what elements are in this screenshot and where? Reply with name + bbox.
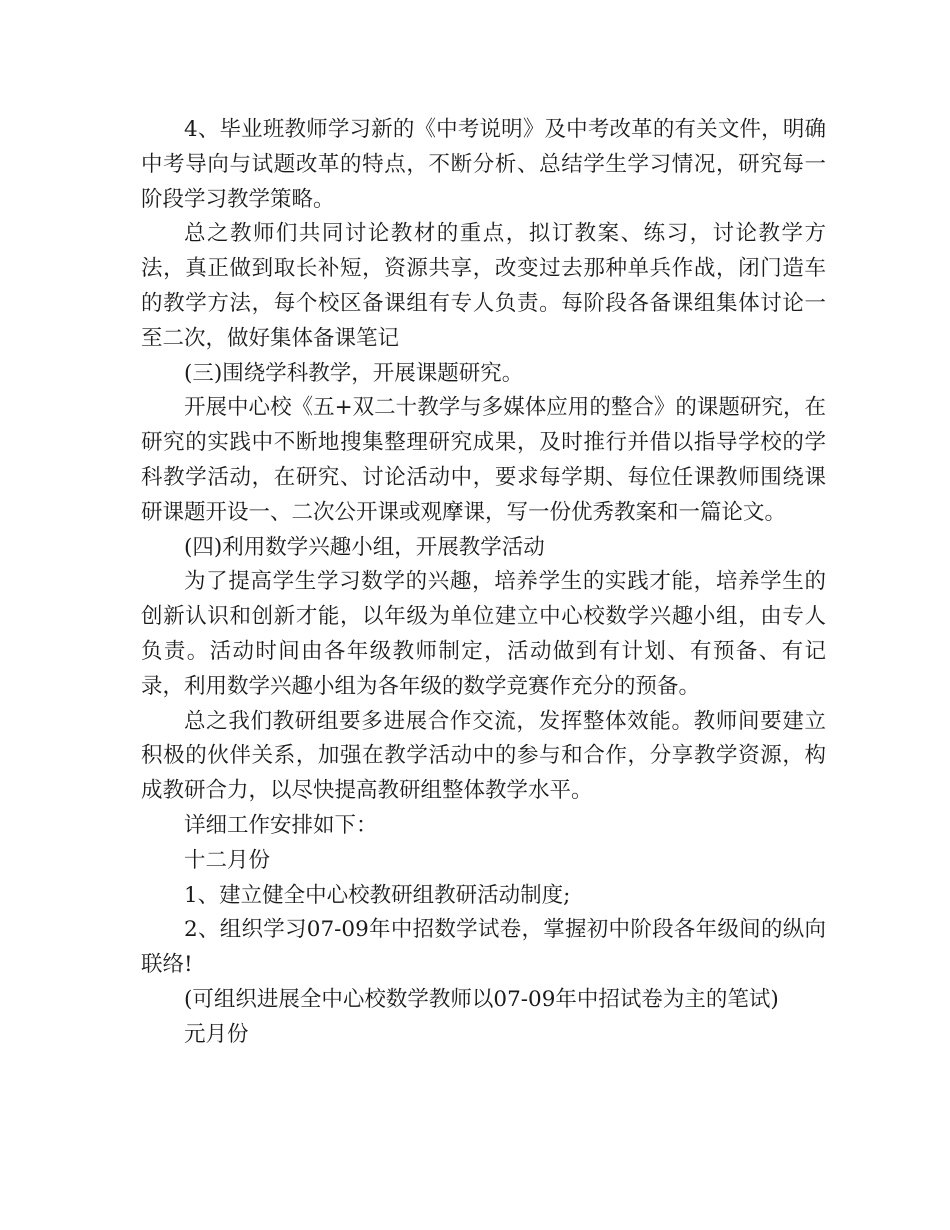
schedule-note: (可组织进展全中心校数学教师以07-09年中招试卷为主的笔试) bbox=[184, 986, 779, 1012]
section-heading-interest-group: (四)利用数学兴趣小组，开展教学活动 bbox=[184, 534, 545, 560]
paragraph-cooperation-summary: 总之我们教研组要多进展合作交流，发挥整体效能。教师间要建立积极的伙伴关系，加强在教学活动中的参与和合作，分享教学资源，构成教研合力，以尽快提高教研组整体教学水平。 bbox=[141, 708, 826, 804]
schedule-intro: 详细工作安排如下： bbox=[184, 812, 378, 838]
month-heading-december: 十二月份 bbox=[184, 847, 271, 873]
schedule-item-2: 2、组织学习07-09年中招数学试卷，掌握初中阶段各年级间的纵向联络! bbox=[141, 917, 826, 978]
paragraph-graduating-class-teachers: 4、毕业班教师学习新的《中考说明》及中考改革的有关文件，明确中考导向与试题改革的特点，不断分析、总结学生学习情况，研究每一阶段学习教学策略。 bbox=[141, 117, 826, 212]
schedule-item-1: 1、建立健全中心校教研组教研活动制度; bbox=[184, 882, 571, 908]
paragraph-collective-preparation: 总之教师们共同讨论教材的重点，拟订教案、练习，讨论教学方法，真正做到取长补短，资源共享，改变过去那种单兵作战，闭门造车的教学方法，每个校区备课组有专人负责。每阶段各备课组集体讨论一至二次，做好集体备课笔记 bbox=[141, 221, 826, 351]
paragraph-research-project: 开展中心校《五+双二十教学与多媒体应用的整合》的课题研究，在研究的实践中不断地搜集整理研究成果，及时推行并借以指导学校的学科教学活动，在研究、讨论活动中，要求每学期、每位任课教师围绕课研课题开设一、二次公开课或观摩课，写一份优秀教案和一篇论文。 bbox=[141, 395, 826, 525]
month-heading-january: 元月份 bbox=[184, 1021, 249, 1047]
paragraph-interest-group: 为了提高学生学习数学的兴趣，培养学生的实践才能，培养学生的创新认识和创新才能，以年级为单位建立中心校数学兴趣小组，由专人负责。活动时间由各年级教师制定，活动做到有计划、有预备、有记录，利用数学兴趣小组为各年级的数学竞赛作充分的预备。 bbox=[141, 569, 826, 699]
document-body bbox=[141, 113, 826, 1053]
section-heading-research: (三)围绕学科教学，开展课题研究。 bbox=[184, 360, 524, 386]
